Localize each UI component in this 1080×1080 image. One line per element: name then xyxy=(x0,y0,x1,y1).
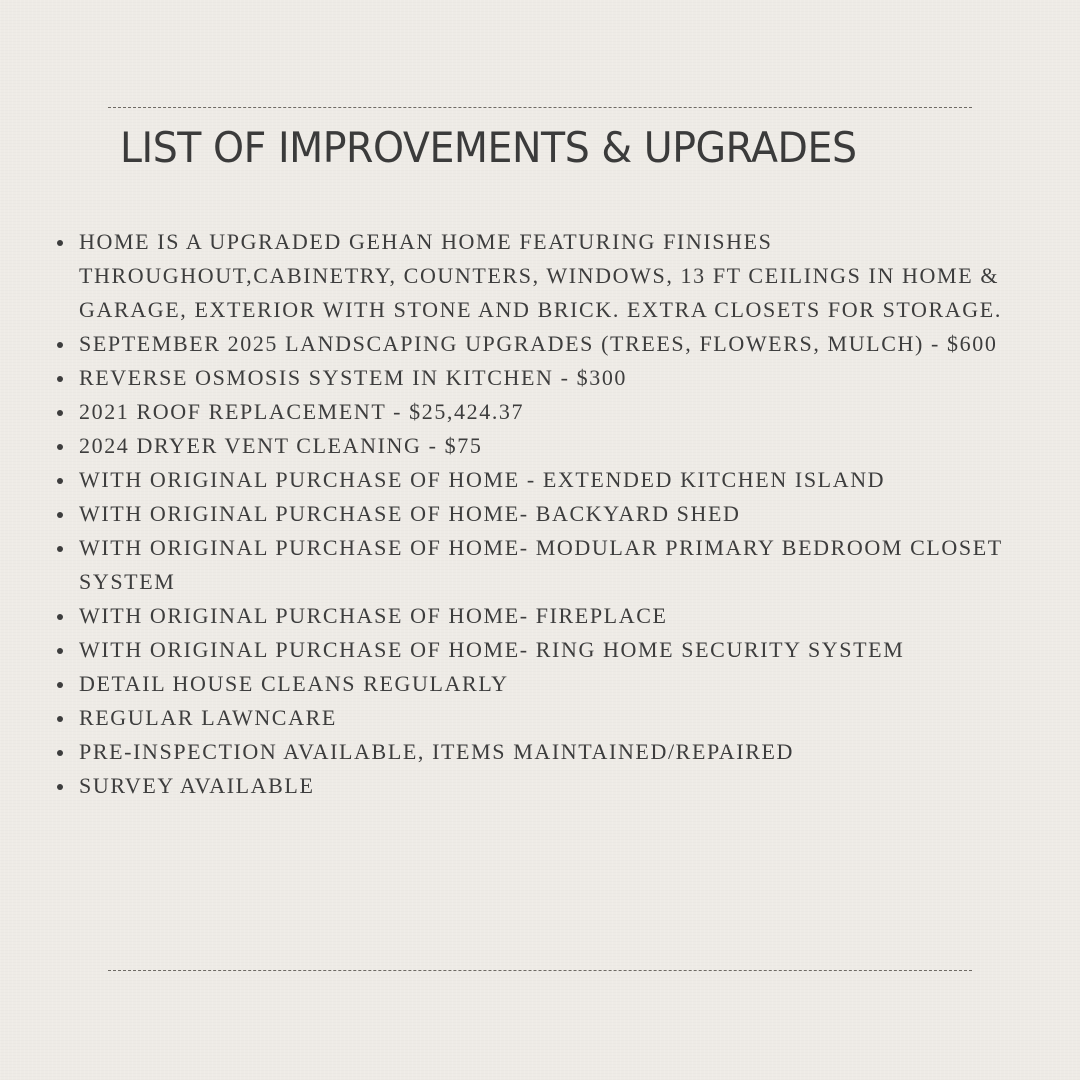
bullet-icon xyxy=(57,682,63,688)
list-item-text: WITH ORIGINAL PURCHASE OF HOME- FIREPLACE xyxy=(79,603,668,628)
list-item xyxy=(55,667,1045,701)
list-item xyxy=(55,395,1045,429)
list-item-text: REGULAR LAWNCARE xyxy=(79,705,337,730)
bullet-icon xyxy=(57,376,63,382)
list-item xyxy=(55,769,1045,803)
list-item xyxy=(55,225,1045,327)
list-item xyxy=(55,327,1045,361)
list-item-text: 2024 DRYER VENT CLEANING - $75 xyxy=(79,433,483,458)
bullet-icon xyxy=(57,784,63,790)
list-item-text: WITH ORIGINAL PURCHASE OF HOME- MODULAR PRIMARY BEDROOM CLOSET SYSTEM xyxy=(79,535,1003,594)
list-item xyxy=(55,701,1045,735)
list-item xyxy=(55,463,1045,497)
bullet-icon xyxy=(57,546,63,552)
list-item-text: DETAIL HOUSE CLEANS REGULARLY xyxy=(79,671,509,696)
bullet-icon xyxy=(57,240,63,246)
list-item-text: HOME IS A UPGRADED GEHAN HOME FEATURING FINISHES THROUGHOUT,CABINETRY, COUNTERS, WINDOWS, 13 FT CEILINGS IN HOME & GARAGE, EXTERIOR WITH STONE AND BRICK. EXTRA CLOSETS FOR STORAGE. xyxy=(79,229,1002,322)
list-item xyxy=(55,429,1045,463)
list-item-text: 2021 ROOF REPLACEMENT - $25,424.37 xyxy=(79,399,525,424)
list-item-text: WITH ORIGINAL PURCHASE OF HOME- RING HOME SECURITY SYSTEM xyxy=(79,637,905,662)
bullet-icon xyxy=(57,750,63,756)
list-item xyxy=(55,531,1045,599)
bullet-icon xyxy=(57,342,63,348)
list-item-text: PRE-INSPECTION AVAILABLE, ITEMS MAINTAINED/REPAIRED xyxy=(79,739,795,764)
list-item xyxy=(55,633,1045,667)
list-item-text: SEPTEMBER 2025 LANDSCAPING UPGRADES (TREES, FLOWERS, MULCH) - $600 xyxy=(79,331,998,356)
list-item-text: REVERSE OSMOSIS SYSTEM IN KITCHEN - $300 xyxy=(79,365,628,390)
list-item xyxy=(55,599,1045,633)
list-item-text: WITH ORIGINAL PURCHASE OF HOME- BACKYARD SHED xyxy=(79,501,741,526)
bullet-icon xyxy=(57,716,63,722)
bullet-icon xyxy=(57,614,63,620)
bullet-icon xyxy=(57,478,63,484)
bullet-icon xyxy=(57,648,63,654)
list-item xyxy=(55,735,1045,769)
bullet-icon xyxy=(57,444,63,450)
bottom-divider xyxy=(108,970,972,971)
list-item xyxy=(55,497,1045,531)
list-item xyxy=(55,361,1045,395)
page-title: LIST OF IMPROVEMENTS & UPGRADES xyxy=(120,123,857,172)
bullet-icon xyxy=(57,512,63,518)
improvements-list xyxy=(55,225,1045,803)
bullet-icon xyxy=(57,410,63,416)
top-divider xyxy=(108,107,972,108)
list-item-text: SURVEY AVAILABLE xyxy=(79,773,315,798)
list-item-text: WITH ORIGINAL PURCHASE OF HOME - EXTENDED KITCHEN ISLAND xyxy=(79,467,886,492)
